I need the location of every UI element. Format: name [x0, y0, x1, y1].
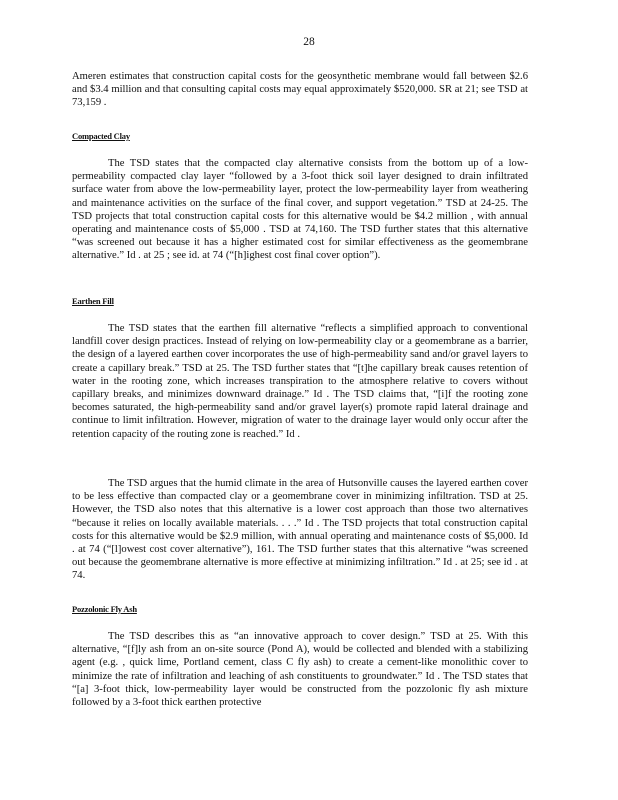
- section-heading: Earthen Fill: [72, 296, 114, 306]
- section-compacted-clay: [72, 130, 528, 143]
- body-paragraph: The TSD argues that the humid climate in the area of Hutsonville causes the layered earthen cover to be less effective than compacted clay or a geomembrane cover in minimizing infiltration. TSD at 25. However, the TSD also notes that this alternative is a lower cost approach than those two alternatives “because it relies on locally available materials. . . .” Id . The TSD projects that total construction capital costs for this alternative would be $2.9 million, with annual operating and maintenance costs of $5,000. Id . at 74 (“[l]owest cost cover alternative”), 161. The TSD further states that this alternative “was screened out because the geomembrane alternative is more effective at minimizing infiltration.” Id . at 25; see id . at 74.: [72, 478, 528, 582]
- intro-block: [72, 70, 528, 110]
- page-number: 28: [303, 36, 315, 48]
- section-heading: Pozzolonic Fly Ash: [72, 604, 137, 614]
- body-paragraph: The TSD describes this as “an innovative approach to cover design.” TSD at 25. With this alternative, “[f]ly ash from an on-site source (Pond A), would be collected and blended with a stabilizing agent (e.g. , quick lime, Portland cement, class C fly ash) to create a cement-like monolithic cover to minimize the rate of infiltration and leaching of ash constituents to groundwater.” Id . The TSD states that “[a] 3-foot thick, low-permeability layer would be constructed from the pozzolonic fly ash mixture followed by a 3-foot thick earthen protective: [72, 631, 528, 709]
- section-pozzolonic-fly-ash: [72, 603, 528, 616]
- intro-paragraph: Ameren estimates that construction capital costs for the geosynthetic membrane would fall between $2.6 and $3.4 million and that consulting capital costs may equal approximately $520,000. SR at 21; see TSD at 73,159 .: [72, 71, 528, 109]
- section-earthen-fill-body-1: [72, 322, 528, 441]
- body-paragraph: The TSD states that the compacted clay alternative consists from the bottom up of a low-permeability compacted clay layer “followed by a 3-foot thick soil layer designed to drain infiltrated surface water from above the low-permeability layer, protect the low-permeability layer from weathering and maintenance activities on the surface of the final cover, and support vegetation.” TSD at 24-25. The TSD projects that total construction capital costs for this alternative would be $4.2 million , with annual operating and maintenance costs of $5,000 . TSD at 74,160. The TSD further states that this alternative “was screened out because it has a higher estimated cost for similar effectiveness as the geomembrane alternative.” Id . at 25 ; see id. at 74 (“[h]ighest cost final cover option”).: [72, 158, 528, 262]
- body-paragraph: The TSD states that the earthen fill alternative “reflects a simplified approach to conventional landfill cover design practices. Instead of relying on low-permeability clay or a geomembrane as a barrier, the design of a layered earthen cover incorporates the use of high-permeability sand and/or gravel layers to create a capillary break.” TSD at 25. The TSD further states that “[t]he capillary break causes retention of water in the rooting zone, which increases transpiration to the atmosphere relative to covers without capillary breaks, and minimizes downward drainage.” Id . The TSD claims that, “[i]f the rooting zone becomes saturated, the high-permeability sand and/or gravel layer(s) promote rapid lateral drainage and continue to limit infiltration. However, migration of water to the drainage layer would only occur after the retention capacity of the routing zone is reached.” Id .: [72, 323, 528, 440]
- section-pozzolonic-fly-ash-body: [72, 630, 528, 709]
- section-earthen-fill-body-2: [72, 477, 528, 583]
- section-earthen-fill: [72, 295, 528, 308]
- section-heading: Compacted Clay: [72, 131, 130, 141]
- section-compacted-clay-body: [72, 157, 528, 263]
